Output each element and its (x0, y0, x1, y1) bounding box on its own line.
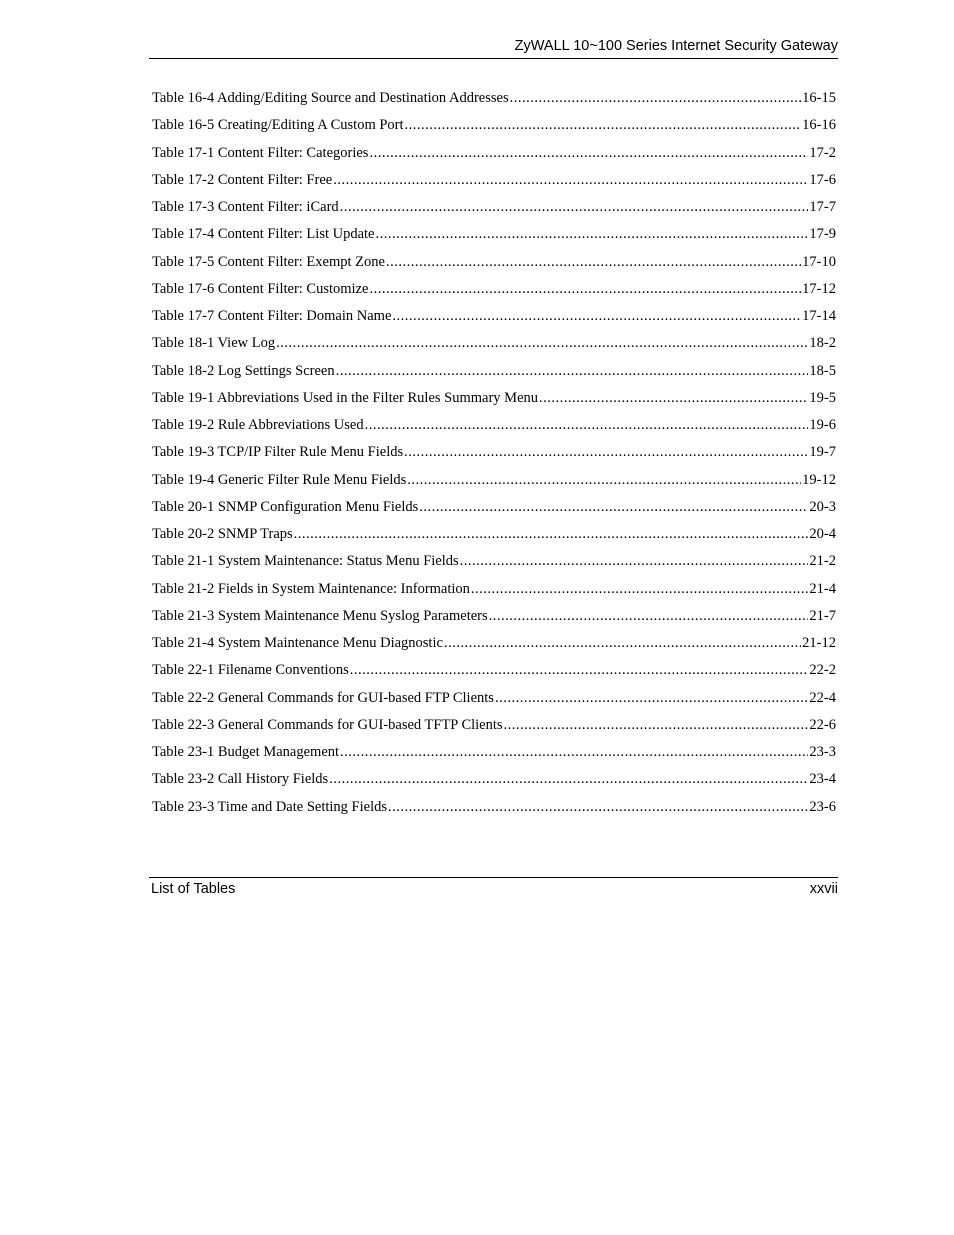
document-title: ZyWALL 10~100 Series Internet Security Gateway (514, 38, 838, 54)
dot-leader (375, 224, 808, 244)
toc-entry-page-number[interactable]: 17-2 (809, 144, 836, 161)
toc-entry-page-number[interactable]: 19-5 (809, 389, 836, 406)
toc-entry-page-number[interactable]: 17-12 (802, 280, 836, 297)
dot-leader (495, 688, 808, 708)
toc-entry-title-link[interactable]: Table 20-2 SNMP Traps (152, 526, 293, 542)
toc-entry[interactable] (152, 579, 836, 606)
dot-leader (365, 415, 809, 435)
list-of-tables (152, 88, 836, 824)
dot-leader (405, 115, 802, 135)
dot-leader (460, 551, 809, 571)
dot-leader (294, 524, 809, 544)
toc-entry-title-link[interactable]: Table 18-2 Log Settings Screen (152, 362, 335, 379)
page-header (149, 36, 838, 59)
toc-entry[interactable] (152, 279, 836, 306)
dot-leader (369, 143, 808, 163)
toc-entry-page-number[interactable]: 18-2 (809, 335, 836, 352)
dot-leader (333, 170, 808, 190)
dot-leader (388, 797, 808, 817)
toc-entry[interactable] (152, 497, 836, 524)
toc-entry-title-link[interactable]: Table 17-1 Content Filter: Categories (152, 144, 369, 161)
toc-entry-page-number[interactable]: 20-3 (809, 498, 836, 515)
toc-entry-page-number[interactable]: 17-6 (809, 171, 836, 188)
dot-leader (444, 633, 801, 653)
toc-entry-title-link[interactable]: Table 18-1 View Log (152, 335, 276, 352)
toc-entry-title-link[interactable]: Table 17-5 Content Filter: Exempt Zone (152, 253, 385, 270)
toc-entry-title-link[interactable]: Table 19-2 Rule Abbreviations Used (152, 417, 364, 433)
toc-entry-page-number[interactable]: 22-6 (809, 716, 836, 733)
toc-entry[interactable] (152, 742, 836, 769)
toc-entry-page-number[interactable]: 17-10 (802, 253, 836, 270)
toc-entry[interactable] (152, 442, 836, 469)
toc-entry-title-link[interactable]: Table 17-2 Content Filter: Free (152, 171, 333, 188)
toc-entry[interactable] (152, 88, 836, 115)
toc-entry-page-number[interactable]: 21-4 (809, 580, 836, 597)
dot-leader (329, 769, 808, 789)
toc-entry[interactable] (152, 252, 836, 279)
toc-entry-title-link[interactable]: Table 23-2 Call History Fields (152, 771, 329, 788)
toc-entry-title-link[interactable]: Table 22-1 Filename Conventions (152, 662, 349, 679)
dot-leader (369, 279, 801, 299)
page-number: xxvii (809, 881, 838, 897)
dot-leader (340, 197, 809, 217)
toc-entry-title-link[interactable]: Table 16-4 Adding/Editing Source and Destination Addresses (152, 90, 509, 106)
toc-entry-page-number[interactable]: 22-2 (809, 662, 836, 679)
toc-entry-page-number[interactable]: 17-9 (809, 226, 836, 243)
dot-leader (340, 742, 808, 762)
toc-entry-title-link[interactable]: Table 22-3 General Commands for GUI-based TFTP Clients (152, 716, 503, 733)
dot-leader (404, 442, 808, 462)
toc-entry[interactable] (152, 388, 836, 415)
dot-leader (419, 497, 808, 517)
toc-entry[interactable] (152, 115, 836, 142)
toc-entry[interactable] (152, 797, 836, 824)
toc-entry[interactable] (152, 470, 836, 497)
toc-entry-title-link[interactable]: Table 21-2 Fields in System Maintenance: Information (152, 580, 470, 597)
toc-entry[interactable] (152, 769, 836, 796)
toc-entry-title-link[interactable]: Table 19-4 Generic Filter Rule Menu Fields (152, 471, 407, 488)
toc-entry-page-number[interactable]: 20-4 (809, 526, 836, 542)
dot-leader (350, 660, 809, 680)
dot-leader (489, 606, 809, 626)
toc-entry[interactable] (152, 415, 836, 442)
toc-entry-title-link[interactable]: Table 21-4 System Maintenance Menu Diagnostic (152, 635, 443, 651)
toc-entry-title-link[interactable]: Table 23-1 Budget Management (152, 744, 340, 760)
toc-entry-page-number[interactable]: 17-14 (802, 308, 836, 324)
toc-entry[interactable] (152, 143, 836, 170)
toc-entry-title-link[interactable]: Table 23-3 Time and Date Setting Fields (152, 798, 387, 815)
toc-entry[interactable] (152, 633, 836, 660)
toc-entry[interactable] (152, 224, 836, 251)
toc-entry-title-link[interactable]: Table 17-6 Content Filter: Customize (152, 280, 369, 297)
dot-leader (392, 306, 801, 326)
toc-entry-page-number[interactable]: 21-2 (809, 553, 836, 570)
toc-entry[interactable] (152, 306, 836, 333)
toc-entry-title-link[interactable]: Table 20-1 SNMP Configuration Menu Fields (152, 498, 419, 515)
toc-entry[interactable] (152, 333, 836, 360)
toc-entry[interactable] (152, 688, 836, 715)
toc-entry-page-number[interactable]: 23-4 (809, 771, 836, 788)
dot-leader (510, 88, 802, 108)
toc-entry[interactable] (152, 660, 836, 687)
dot-leader (539, 388, 808, 408)
toc-entry-title-link[interactable]: Table 17-3 Content Filter: iCard (152, 199, 339, 215)
dot-leader (386, 252, 801, 272)
toc-entry-page-number[interactable]: 17-7 (809, 199, 836, 215)
toc-entry[interactable] (152, 361, 836, 388)
toc-entry[interactable] (152, 197, 836, 224)
toc-entry-page-number[interactable]: 22-4 (809, 689, 836, 706)
dot-leader (471, 579, 808, 599)
section-name: List of Tables (151, 881, 236, 897)
toc-entry-page-number[interactable]: 21-12 (802, 635, 836, 651)
dot-leader (336, 361, 809, 381)
toc-entry-title-link[interactable]: Table 17-4 Content Filter: List Update (152, 226, 375, 243)
toc-entry[interactable] (152, 715, 836, 742)
toc-entry-page-number[interactable]: 16-15 (802, 90, 836, 106)
toc-entry-page-number[interactable]: 19-6 (809, 417, 836, 433)
page-footer (149, 877, 838, 902)
dot-leader (407, 470, 801, 490)
toc-entry-page-number[interactable]: 23-3 (809, 744, 836, 760)
dot-leader (504, 715, 809, 735)
toc-entry-page-number[interactable]: 16-16 (802, 117, 836, 134)
toc-entry-page-number[interactable]: 21-7 (809, 607, 836, 624)
toc-entry[interactable] (152, 170, 836, 197)
dot-leader (276, 333, 808, 353)
toc-entry-title-link[interactable]: Table 22-2 General Commands for GUI-based FTP Clients (152, 689, 494, 706)
toc-entry-title-link[interactable]: Table 19-3 TCP/IP Filter Rule Menu Fields (152, 444, 404, 461)
toc-entry-title-link[interactable]: Table 17-7 Content Filter: Domain Name (152, 308, 392, 324)
toc-entry-title-link[interactable]: Table 19-1 Abbreviations Used in the Filter Rules Summary Menu (152, 389, 538, 406)
toc-entry[interactable] (152, 606, 836, 633)
toc-entry-title-link[interactable]: Table 21-1 System Maintenance: Status Menu Fields (152, 553, 459, 570)
toc-entry-page-number[interactable]: 18-5 (809, 362, 836, 379)
toc-entry-page-number[interactable]: 19-7 (809, 444, 836, 461)
toc-entry-page-number[interactable]: 23-6 (809, 798, 836, 815)
toc-entry-title-link[interactable]: Table 16-5 Creating/Editing A Custom Port (152, 117, 404, 134)
toc-entry[interactable] (152, 524, 836, 551)
toc-entry[interactable] (152, 551, 836, 578)
toc-entry-page-number[interactable]: 19-12 (802, 471, 836, 488)
toc-entry-title-link[interactable]: Table 21-3 System Maintenance Menu Syslog Parameters (152, 607, 488, 624)
